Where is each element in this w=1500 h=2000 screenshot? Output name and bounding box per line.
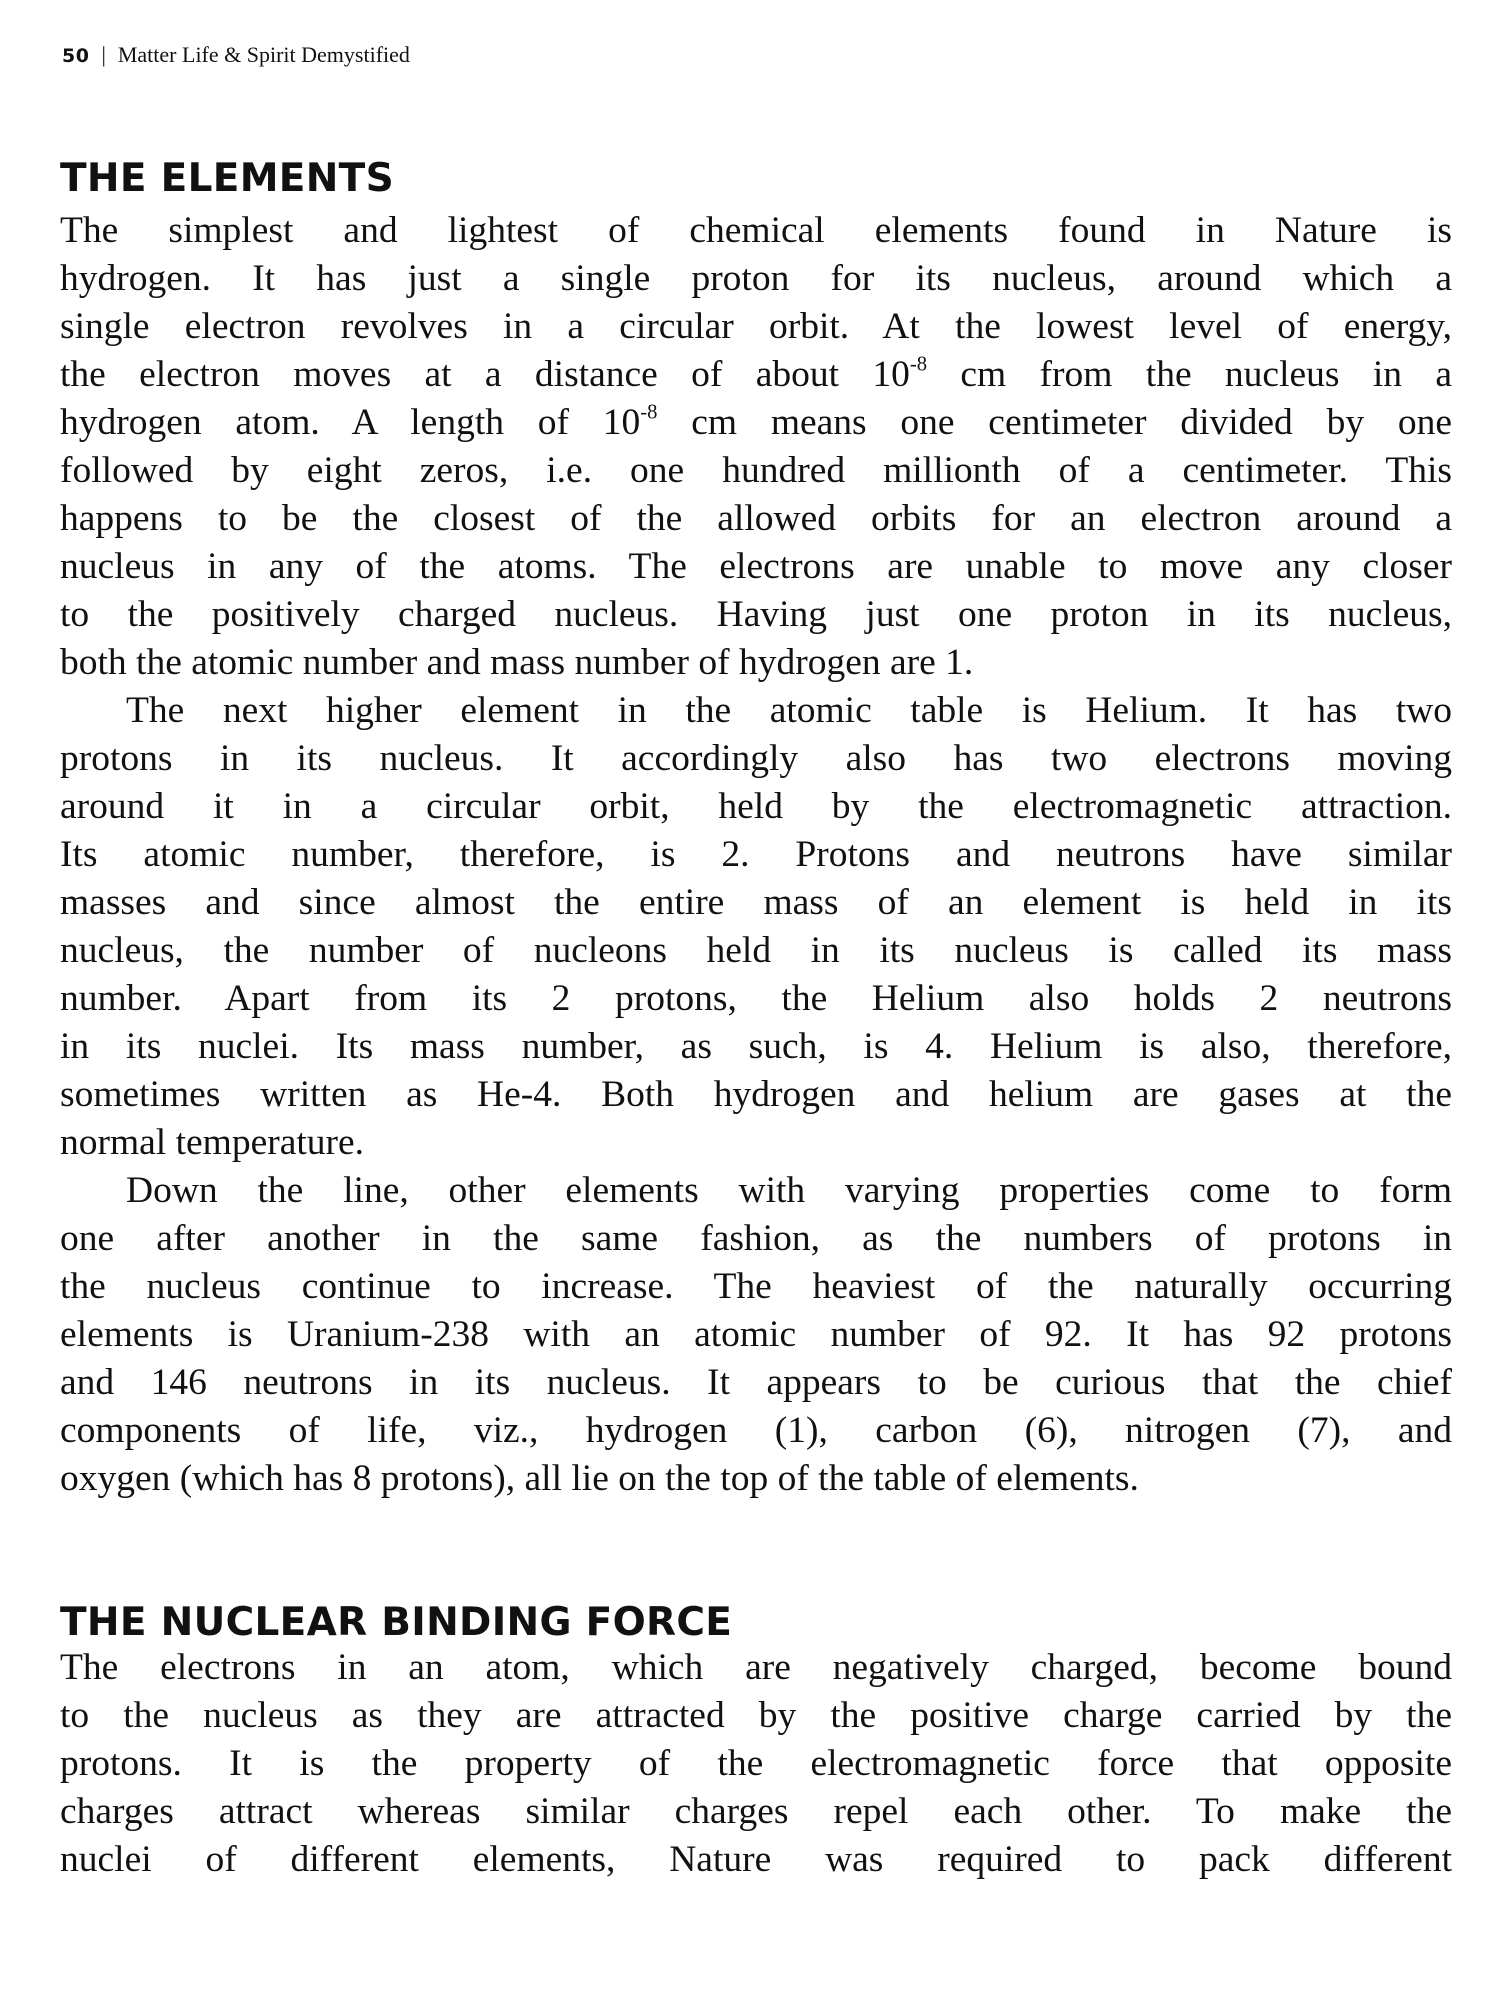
header-separator: | — [101, 42, 106, 67]
text-line: normal temperature. — [60, 1122, 365, 1163]
page-number: 50 — [62, 45, 90, 67]
text-line: The next higher element in the atomic table is Helium. It has two — [126, 690, 1452, 731]
section-body-elements — [60, 207, 1452, 1503]
text-line: components of life, viz., hydrogen (1), carbon (6), nitrogen (7), and — [60, 1410, 1452, 1451]
text-line: the electron moves at a distance of about $10^{-8}$ cm from the nucleus in a — [60, 353, 1452, 395]
paragraph — [60, 207, 1452, 687]
paragraph — [60, 1644, 1452, 1884]
text-line: in its nuclei. Its mass number, as such, is 4. Helium is also, therefore, — [60, 1026, 1452, 1067]
text-line: protons in its nucleus. It accordingly also has two electrons moving — [60, 738, 1452, 779]
text-line: one after another in the same fashion, as the numbers of protons in — [60, 1218, 1452, 1259]
text-line: The simplest and lightest of chemical elements found in Nature is — [60, 210, 1452, 251]
text-line: both the atomic number and mass number of hydrogen are 1. — [60, 642, 974, 683]
text-line: nucleus in any of the atoms. The electrons are unable to move any closer — [60, 546, 1452, 587]
running-header — [62, 42, 410, 72]
text-line: The electrons in an atom, which are negatively charged, become bound — [60, 1647, 1452, 1688]
text-line: the nucleus continue to increase. The heaviest of the naturally occurring — [60, 1266, 1452, 1307]
section-heading-elements: THE ELEMENTS — [60, 156, 394, 202]
text-line: nucleus, the number of nucleons held in its nucleus is called its mass — [60, 930, 1452, 971]
text-line: to the nucleus as they are attracted by the positive charge carried by the — [60, 1695, 1452, 1736]
section-body-nuclear-binding-force — [60, 1644, 1452, 1884]
text-line: nuclei of different elements, Nature was required to pack different — [60, 1839, 1452, 1880]
text-line: sometimes written as He-4. Both hydrogen and helium are gases at the — [60, 1074, 1452, 1115]
text-line: followed by eight zeros, i.e. one hundred millionth of a centimeter. This — [60, 450, 1452, 491]
text-line: masses and since almost the entire mass of an element is held in its — [60, 882, 1452, 923]
text-line: single electron revolves in a circular orbit. At the lowest level of energy, — [60, 306, 1452, 347]
text-line: Its atomic number, therefore, is 2. Protons and neutrons have similar — [60, 834, 1452, 875]
superscript-exponent: -8 — [909, 353, 928, 376]
text-line: charges attract whereas similar charges repel each other. To make the — [60, 1791, 1452, 1832]
superscript-exponent: -8 — [640, 401, 658, 424]
text-line: Down the line, other elements with varying properties come to form — [126, 1170, 1452, 1211]
text-line: around it in a circular orbit, held by the electromagnetic attraction. — [60, 786, 1452, 827]
text-line: and 146 neutrons in its nucleus. It appears to be curious that the chief — [60, 1362, 1452, 1403]
text-line: hydrogen. It has just a single proton for its nucleus, around which a — [60, 258, 1452, 299]
text-line: hydrogen atom. A length of $10^{-8}$ cm means one centimeter divided by one — [60, 401, 1453, 443]
text-line: oxygen (which has 8 protons), all lie on the top of the table of elements. — [60, 1458, 1139, 1499]
text-line: happens to be the closest of the allowed orbits for an electron around a — [60, 498, 1452, 539]
paragraph — [60, 1167, 1452, 1503]
text-line: protons. It is the property of the electromagnetic force that opposite — [60, 1743, 1452, 1784]
text-line: elements is Uranium-238 with an atomic number of 92. It has 92 protons — [60, 1314, 1452, 1355]
text-line: number. Apart from its 2 protons, the Helium also holds 2 neutrons — [60, 978, 1452, 1019]
text-line: to the positively charged nucleus. Having just one proton in its nucleus, — [60, 594, 1452, 635]
book-title: Matter Life & Spirit Demystified — [117, 42, 410, 67]
paragraph — [60, 687, 1452, 1167]
section-heading-nuclear-binding-force: THE NUCLEAR BINDING FORCE — [60, 1600, 733, 1646]
